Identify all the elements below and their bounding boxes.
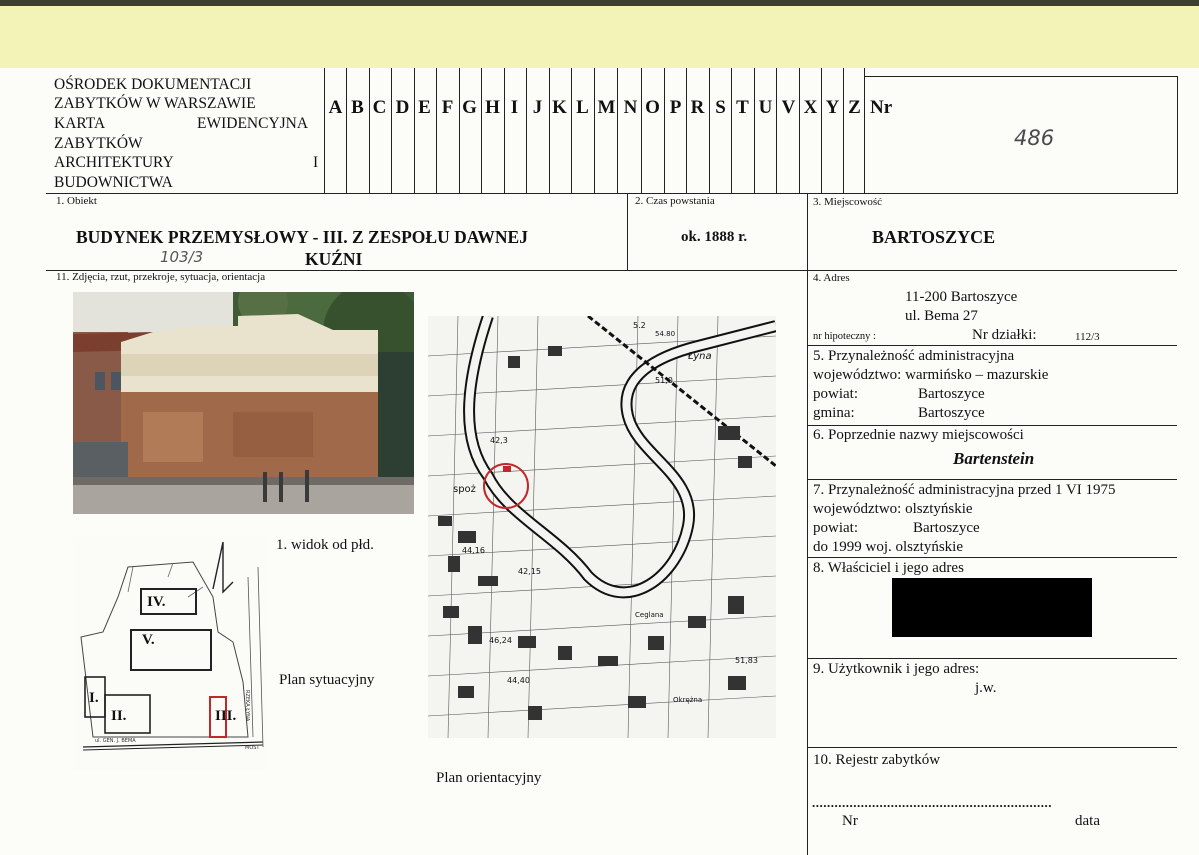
card-type-line: I [313,154,319,171]
divider [807,747,1177,748]
card-type-line: BUDOWNICTWA [54,174,173,191]
site-plan [73,537,267,770]
divider [709,68,710,193]
map-label: 42,15 [518,567,541,576]
address-line: ul. Bema 27 [905,308,978,324]
divider [481,68,482,193]
orientation-plan-caption: Plan orientacyjny [436,770,542,786]
divider [864,68,865,193]
voivodeship-note: do 1999 woj. olsztyńskie [813,539,963,555]
divider [807,658,1177,659]
voivodeship-pre1975: województwo: olsztyńskie [813,501,973,517]
field-label-user: 9. Użytkownik i jego adres: [813,661,980,677]
county-pre1975-value: Bartoszyce [913,520,980,536]
site-label: IV. [147,594,166,610]
category-letter[interactable]: B [351,97,364,118]
photo-caption: 1. widok od płd. [276,537,374,553]
divider [627,193,628,270]
category-letter[interactable]: U [758,97,773,118]
map-label: 46,24 [489,636,512,645]
divider [594,68,595,193]
category-letter[interactable]: S [715,97,726,118]
register-date-label: data [1075,813,1100,829]
map-label: spoż [453,484,476,495]
category-letter[interactable]: X [803,97,818,118]
divider [731,68,732,193]
county-value: Bartoszyce [918,386,985,402]
category-letter[interactable]: N [623,97,638,118]
field-label-address: 4. Adres [813,272,850,284]
card-type-line: KARTA [54,115,106,132]
object-name: BUDYNEK PRZEMYSŁOWY - III. Z ZESPOŁU DAWNEJ [76,227,528,247]
record-number-label: Nr [870,97,893,118]
divider [391,68,392,193]
category-letter[interactable]: H [485,97,500,118]
site-label-highlighted: III. [215,708,237,724]
orientation-map [428,316,776,738]
category-letter[interactable]: O [645,97,660,118]
date-value: ok. 1888 r. [681,229,748,245]
category-letter[interactable]: D [395,97,410,118]
divider [436,68,437,193]
field-label-date: 2. Czas powstania [635,195,715,207]
divider [843,68,844,193]
address-line: 11-200 Bartoszyce [905,289,1018,305]
category-letter[interactable]: J [532,97,543,118]
category-letter[interactable]: I [510,97,519,118]
commune-label: gmina: [813,405,855,421]
redaction-block [892,578,1092,637]
divider [459,68,460,193]
category-letter[interactable]: K [552,97,567,118]
category-letter[interactable]: M [597,97,616,118]
commune-value: Bartoszyce [918,405,985,421]
field-label-admin-pre1975: 7. Przynależność administracyjna przed 1 VI 1975 [813,482,1116,498]
card-type-line: ARCHITEKTURY [54,154,174,171]
divider [807,557,1177,558]
field-label-object: 1. Obiekt [56,195,97,207]
building-photo [73,292,414,514]
site-label: V. [142,632,155,648]
divider [526,68,527,193]
category-letter[interactable]: G [462,97,477,118]
field-label-admin: 5. Przynależność administracyjna [813,348,1015,364]
category-letter[interactable]: T [736,97,749,118]
plot-number-label: Nr działki: [972,327,1037,343]
category-letter[interactable]: Y [825,97,840,118]
site-plan-caption: Plan sytuacyjny [279,672,375,688]
divider [799,68,800,193]
category-letter[interactable]: Z [848,97,861,118]
category-letter[interactable]: R [690,97,705,118]
object-handwritten-number: 103/3 [160,248,204,266]
institution-line: ZABYTKÓW W WARSZAWIE [54,95,256,112]
category-letter[interactable]: C [372,97,387,118]
object-name-cont: KUŹNI [305,249,363,269]
card-type-line: ZABYTKÓW [54,135,143,152]
divider [571,68,572,193]
category-letter[interactable]: P [669,97,682,118]
street-label: ul. GEN. J. BEMA [95,738,136,744]
map-label: 51,83 [735,656,758,665]
scan-yellow-band [0,6,1199,68]
card-type-line: EWIDENCYJNA [197,115,309,132]
map-label: Łyna [688,351,712,362]
divider [807,479,1177,480]
plot-number-value: 112/3 [1075,331,1100,343]
divider [369,68,370,193]
divider [664,68,665,193]
field-label-locality: 3. Miejscowość [813,196,883,208]
divider [346,68,347,193]
divider [504,68,505,193]
divider [821,68,822,193]
map-label: 54.80 [655,330,676,338]
field-label-former-names: 6. Poprzednie nazwy miejscowości [813,427,1024,443]
divider [776,68,777,193]
locality-value: BARTOSZYCE [872,227,996,247]
divider [807,425,1177,426]
divider [807,345,1177,346]
field-label-owner: 8. Właściciel i jego adres [813,560,964,576]
former-name-value: Bartenstein [953,449,1035,468]
record-number-handwritten: 486 [1014,126,1055,150]
user-value: j.w. [975,680,997,696]
site-label: I. [89,690,99,706]
divider [414,68,415,193]
map-label: 51,0 [655,376,673,385]
field-label-photos: 11. Zdjęcia, rzut, przekroje, sytuacja, orientacja [56,271,266,283]
category-letter[interactable]: L [576,97,589,118]
category-letter[interactable]: F [441,97,454,118]
field-label-register: 10. Rejestr zabytków [813,752,941,768]
category-letter[interactable]: A [328,97,343,118]
map-label: 5.2 [633,321,646,330]
divider [617,68,618,193]
map-label: Ceglana [635,611,664,619]
map-label: 44,16 [462,546,485,555]
register-nr-label: Nr [842,813,858,829]
divider [686,68,687,193]
register-dotted-line: ................................................................ [812,795,1052,810]
map-label: 44,40 [507,676,530,685]
voivodeship: województwo: warmińsko – mazurskie [813,367,1049,383]
bridge-label: MOST [245,745,260,751]
site-label: II. [111,708,127,724]
county-label: powiat: [813,386,858,402]
map-label: 42,3 [490,436,508,445]
divider [324,68,325,193]
divider [46,193,1177,194]
river-label: RZEKA ŁYNA [244,690,250,722]
institution-line: OŚRODEK DOKUMENTACJI [54,76,252,93]
divider [807,193,808,855]
divider [641,68,642,193]
divider [864,76,1178,77]
divider [1177,76,1178,194]
category-letter[interactable]: V [781,97,796,118]
county-pre1975-label: powiat: [813,520,858,536]
mortgage-number-label: nr hipoteczny : [813,331,876,342]
map-label: Okrężna [673,696,703,704]
category-letter[interactable]: E [418,97,431,118]
divider [549,68,550,193]
divider [754,68,755,193]
